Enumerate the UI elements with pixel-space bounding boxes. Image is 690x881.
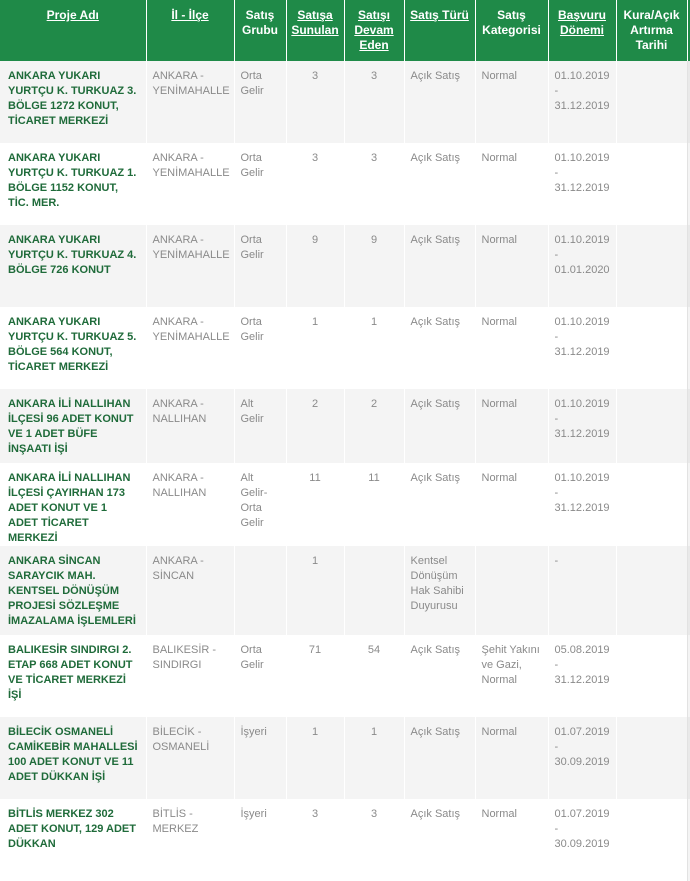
- city-district: ANKARA - NALLIHAN: [146, 389, 234, 463]
- sales-type: Kentsel Dönüşüm Hak Sahibi Duyurusu: [404, 546, 475, 635]
- lottery-date: [616, 225, 687, 307]
- application-period: 01.10.2019 - 31.12.2019: [548, 307, 616, 389]
- application-period: 01.10.2019 - 31.12.2019: [548, 143, 616, 225]
- header-tur-sort[interactable]: Satış Türü: [404, 0, 475, 61]
- sales-group: Orta Gelir: [234, 61, 286, 143]
- lottery-date: [616, 799, 687, 881]
- city-district: BİTLİS - MERKEZ: [146, 799, 234, 881]
- lottery-date: [616, 546, 687, 635]
- ongoing-count: [344, 546, 404, 635]
- ongoing-count: 3: [344, 799, 404, 881]
- sales-category: Normal: [475, 717, 548, 799]
- ongoing-count: 54: [344, 635, 404, 717]
- lottery-date: [616, 463, 687, 546]
- offered-count: 71: [286, 635, 344, 717]
- header-donem-sort[interactable]: Başvuru Dönemi: [548, 0, 616, 61]
- sales-category: Normal: [475, 61, 548, 143]
- table-row[interactable]: [0, 389, 690, 463]
- city-district: ANKARA - YENİMAHALLE: [146, 143, 234, 225]
- city-district: ANKARA - YENİMAHALLE: [146, 61, 234, 143]
- header-proje-sort[interactable]: Proje Adı: [0, 0, 146, 61]
- city-district: ANKARA - YENİMAHALLE: [146, 307, 234, 389]
- table-row[interactable]: [0, 546, 690, 635]
- sales-category: Normal: [475, 799, 548, 881]
- table-row[interactable]: [0, 799, 690, 881]
- project-name[interactable]: BİLECİK OSMANELİ CAMİKEBİR MAHALLESİ 100 ADET KONUT VE 11 ADET DÜKKAN İŞİ: [0, 717, 146, 799]
- sales-category: Normal: [475, 389, 548, 463]
- header-il-sort[interactable]: İl - İlçe: [146, 0, 234, 61]
- lottery-date: [616, 143, 687, 225]
- sales-category: [475, 546, 548, 635]
- ongoing-count: 3: [344, 61, 404, 143]
- city-district: BALIKESİR - SINDIRGI: [146, 635, 234, 717]
- sales-group: [234, 546, 286, 635]
- sales-type: Açık Satış: [404, 799, 475, 881]
- table-row[interactable]: [0, 463, 690, 546]
- project-name[interactable]: ANKARA YUKARI YURTÇU K. TURKUAZ 4. BÖLGE 726 KONUT: [0, 225, 146, 307]
- sales-category: Normal: [475, 307, 548, 389]
- lottery-date: [616, 717, 687, 799]
- project-name[interactable]: ANKARA YUKARI YURTÇU K. TURKUAZ 5. BÖLGE 564 KONUT, TİCARET MERKEZİ: [0, 307, 146, 389]
- table-row[interactable]: [0, 717, 690, 799]
- sales-type: Açık Satış: [404, 307, 475, 389]
- application-period: 01.10.2019 - 31.12.2019: [548, 389, 616, 463]
- table-row[interactable]: [0, 307, 690, 389]
- ongoing-count: 11: [344, 463, 404, 546]
- sales-group: Orta Gelir: [234, 307, 286, 389]
- application-period: 01.10.2019 - 31.12.2019: [548, 463, 616, 546]
- ongoing-count: 9: [344, 225, 404, 307]
- sales-group: İşyeri: [234, 717, 286, 799]
- offered-count: 1: [286, 717, 344, 799]
- sales-type: Açık Satış: [404, 143, 475, 225]
- sales-group: İşyeri: [234, 799, 286, 881]
- lottery-date: [616, 635, 687, 717]
- offered-count: 1: [286, 307, 344, 389]
- project-name[interactable]: ANKARA İLİ NALLIHAN İLÇESİ 96 ADET KONUT VE 1 ADET BÜFE İNŞAATI İŞİ: [0, 389, 146, 463]
- city-district: ANKARA - YENİMAHALLE: [146, 225, 234, 307]
- offered-count: 3: [286, 799, 344, 881]
- ongoing-count: 1: [344, 307, 404, 389]
- sales-category: Normal: [475, 143, 548, 225]
- application-period: 05.08.2019 - 31.12.2019: [548, 635, 616, 717]
- sales-type: Açık Satış: [404, 389, 475, 463]
- table-row[interactable]: [0, 635, 690, 717]
- project-name[interactable]: ANKARA SİNCAN SARAYCIK MAH. KENTSEL DÖNÜŞÜM PROJESİ SÖZLEŞME İMAZALAMA İŞLEMLERİ: [0, 546, 146, 635]
- lottery-date: [616, 307, 687, 389]
- table-body: [0, 61, 690, 881]
- sales-type: Açık Satış: [404, 635, 475, 717]
- sales-type: Açık Satış: [404, 463, 475, 546]
- project-name[interactable]: ANKARA İLİ NALLIHAN İLÇESİ ÇAYIRHAN 173 ADET KONUT VE 1 ADET TİCARET MERKEZİ: [0, 463, 146, 546]
- sales-group: Alt Gelir-Orta Gelir: [234, 463, 286, 546]
- ongoing-count: 3: [344, 143, 404, 225]
- sales-type: Açık Satış: [404, 717, 475, 799]
- city-district: BİLECİK - OSMANELİ: [146, 717, 234, 799]
- application-period: -: [548, 546, 616, 635]
- sales-type: Açık Satış: [404, 225, 475, 307]
- sales-category: Normal: [475, 225, 548, 307]
- application-period: 01.10.2019 - 31.12.2019: [548, 61, 616, 143]
- application-period: 01.07.2019 - 30.09.2019: [548, 717, 616, 799]
- header-grup: Satış Grubu: [234, 0, 286, 61]
- offered-count: 11: [286, 463, 344, 546]
- sales-group: Alt Gelir: [234, 389, 286, 463]
- table-header-row: [0, 0, 690, 61]
- ongoing-count: 2: [344, 389, 404, 463]
- header-kura: Kura/Açık Artırma Tarihi: [616, 0, 687, 61]
- application-period: 01.07.2019 - 30.09.2019: [548, 799, 616, 881]
- header-kategori: Satış Kategorisi: [475, 0, 548, 61]
- offered-count: 2: [286, 389, 344, 463]
- lottery-date: [616, 61, 687, 143]
- sales-type: Açık Satış: [404, 61, 475, 143]
- header-devam-sort[interactable]: Satışı Devam Eden: [344, 0, 404, 61]
- lottery-date: [616, 389, 687, 463]
- project-name[interactable]: BALIKESİR SINDIRGI 2. ETAP 668 ADET KONUT VE TİCARET MERKEZİ İŞİ: [0, 635, 146, 717]
- sales-category: Şehit Yakını ve Gazi, Normal: [475, 635, 548, 717]
- application-period: 01.10.2019 - 01.01.2020: [548, 225, 616, 307]
- offered-count: 9: [286, 225, 344, 307]
- project-name[interactable]: ANKARA YUKARI YURTÇU K. TURKUAZ 3. BÖLGE 1272 KONUT, TİCARET MERKEZİ: [0, 61, 146, 143]
- city-district: ANKARA - NALLIHAN: [146, 463, 234, 546]
- offered-count: 3: [286, 143, 344, 225]
- sales-group: Orta Gelir: [234, 635, 286, 717]
- header-sunulan-sort[interactable]: Satışa Sunulan: [286, 0, 344, 61]
- offered-count: 3: [286, 61, 344, 143]
- project-name[interactable]: ANKARA YUKARI YURTÇU K. TURKUAZ 1. BÖLGE 1152 KONUT, TİC. MER.: [0, 143, 146, 225]
- table-row[interactable]: [0, 225, 690, 307]
- sales-category: Normal: [475, 463, 548, 546]
- sales-group: Orta Gelir: [234, 143, 286, 225]
- project-name[interactable]: BİTLİS MERKEZ 302 ADET KONUT, 129 ADET DÜKKAN: [0, 799, 146, 881]
- offered-count: 1: [286, 546, 344, 635]
- table-row[interactable]: [0, 61, 690, 143]
- sales-group: Orta Gelir: [234, 225, 286, 307]
- ongoing-count: 1: [344, 717, 404, 799]
- city-district: ANKARA - SİNCAN: [146, 546, 234, 635]
- table-row[interactable]: [0, 143, 690, 225]
